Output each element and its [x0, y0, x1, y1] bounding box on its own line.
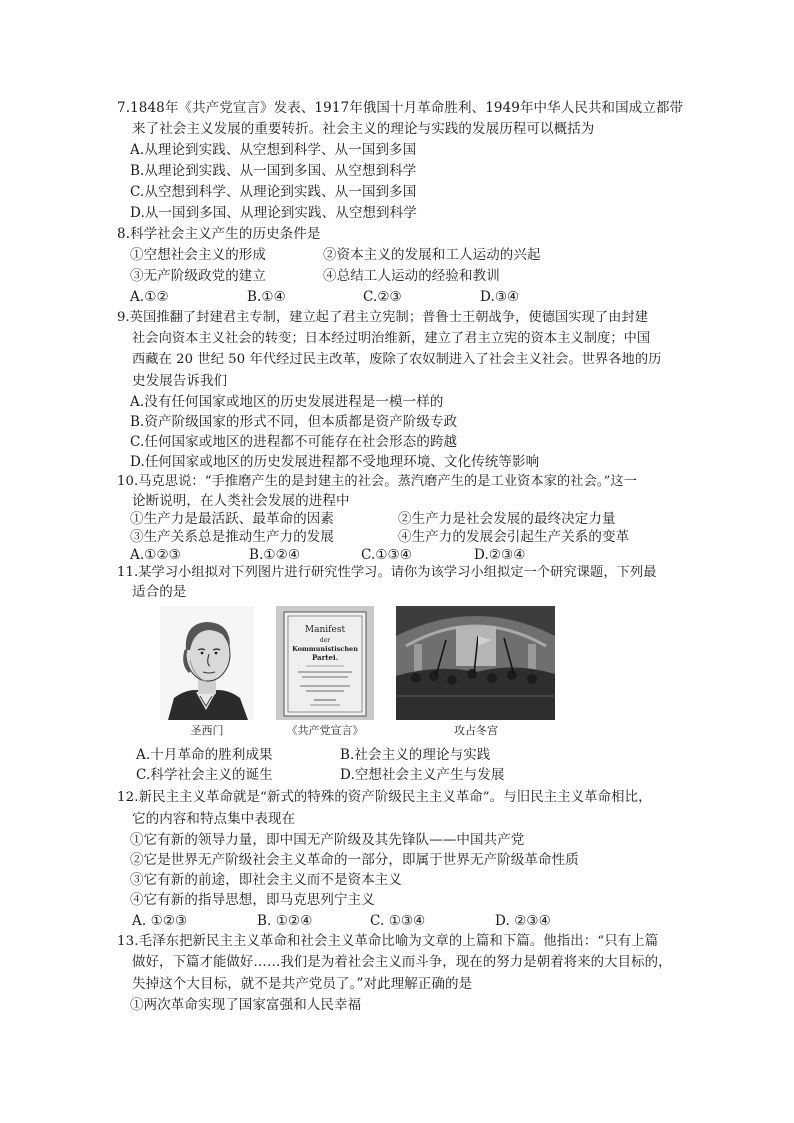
q8-option-c[interactable]: C.②③: [363, 289, 402, 305]
q12-stem-line-1: 12.新民主主义革命就是“新式的特殊的资产阶级民主主义革命”。与旧民主主义革命相比，: [117, 790, 652, 805]
manifesto-cover-image: [276, 606, 374, 720]
winter-palace-storming-image: [396, 606, 555, 720]
q10-option-a[interactable]: A.①②③: [130, 547, 181, 563]
q12-option-b[interactable]: B. ①②④: [257, 913, 313, 929]
q8-stem: 8.科学社会主义产生的历史条件是: [117, 226, 321, 242]
q7-option-a[interactable]: A.从理论到实践、从空想到科学、从一国到多国: [130, 142, 417, 158]
q9-option-a[interactable]: A.没有任何国家或地区的历史发展进程是一模一样的: [130, 394, 444, 410]
q10-option-d[interactable]: D.②③④: [474, 547, 526, 563]
q12-stem-line-2: 它的内容和特点集中表现在: [132, 811, 296, 827]
q8-option-b[interactable]: B.①④: [247, 289, 286, 305]
q13-stem-line-2: 做好，下篇才能做好……我们是为着社会主义而斗争，现在的努力是朝着将来的大目标的，: [132, 955, 672, 970]
q12-item-2: ②它是世界无产阶级社会主义革命的一部分，即属于世界无产阶级革命性质: [130, 852, 579, 868]
portrait-icon: [160, 606, 254, 720]
q8-item-3: ③无产阶级政党的建立: [130, 268, 266, 284]
q10-item-2: ②生产力是社会发展的最终决定力量: [398, 511, 616, 527]
caption-manifesto: 《共产党宣言》: [286, 724, 364, 737]
q11-option-c[interactable]: C.科学社会主义的诞生: [136, 767, 273, 783]
q11-option-b[interactable]: B.社会主义的理论与实践: [340, 747, 491, 763]
q7-option-c[interactable]: C.从空想到科学、从理论到实践、从一国到多国: [130, 184, 417, 200]
q9-stem-line-4: 史发展告诉我们: [132, 373, 228, 389]
q13-stem-line-3: 失掉这个大目标，就不是共产党员了。”对此理解正确的是: [132, 976, 473, 992]
book-title-line-3: Kommunistischen: [292, 645, 358, 653]
q10-option-c[interactable]: C.①③④: [361, 547, 412, 563]
q11-option-a[interactable]: A.十月革命的胜利成果: [136, 747, 273, 763]
q12-option-d[interactable]: D. ②③④: [495, 913, 551, 929]
q9-option-c[interactable]: C.任何国家或地区的进程都不可能存在社会形态的跨越: [130, 434, 458, 450]
q7-stem-line-1: 7.1848年《共产党宣言》发表、1917年俄国十月革命胜利、1949年中华人民共和国成立都带: [117, 100, 684, 116]
saint-simon-portrait-image: [160, 606, 254, 720]
q8-option-d[interactable]: D.③④: [480, 289, 520, 305]
q7-option-b[interactable]: B.从理论到实践、从一国到多国、从空想到科学: [130, 163, 417, 179]
q10-item-1: ①生产力是最活跃、最革命的因素: [130, 511, 334, 527]
q9-stem-line-2: 社会向资本主义社会的转变；日本经过明治维新，建立了君主立宪的资本主义制度；中国: [132, 331, 651, 346]
q13-stem-line-1: 13.毛泽东把新民主主义革命和社会主义革命比喻为文章的上篇和下篇。他指出：“只有上篇: [117, 934, 659, 949]
book-title-line-2: der: [319, 637, 331, 644]
caption-saint-simon: 圣西门: [190, 724, 224, 737]
q10-stem-line-2: 论断说明，在人类社会发展的进程中: [132, 493, 350, 509]
q12-option-c[interactable]: C. ①③④: [370, 913, 426, 929]
q9-stem-line-1: 9.英国推翻了封建君主专制，建立起了君主立宪制；普鲁士王朝战争，使德国实现了由封建: [117, 310, 648, 325]
q10-item-3: ③生产关系总是推动生产力的发展: [130, 529, 334, 545]
q12-item-4: ④它有新的指导思想，即马克思列宁主义: [130, 892, 375, 908]
caption-winter-palace: 攻占冬宫: [454, 724, 498, 737]
q11-stem-line-2: 适合的是: [132, 584, 187, 600]
crowd-scene-icon: [396, 606, 555, 720]
q7-option-d[interactable]: D.从一国到多国、从理论到实践、从空想到科学: [130, 205, 417, 221]
q12-option-a[interactable]: A. ①②③: [132, 913, 188, 929]
q7-stem-line-2: 来了社会主义发展的重要转折。社会主义的理论与实践的发展历程可以概括为: [132, 121, 595, 137]
q12-item-1: ①它有新的领导力量，即中国无产阶级及其先锋队——中国共产党: [130, 832, 525, 848]
q10-option-b[interactable]: B.①②④: [249, 547, 301, 563]
q13-item-1: ①两次革命实现了国家富强和人民幸福: [130, 997, 362, 1013]
book-title-line-1: Manifest: [304, 625, 346, 635]
q10-stem-line-1: 10.马克思说：“手推磨产生的是封建主的社会。蒸汽磨产生的是工业资本家的社会。”这一: [117, 474, 637, 489]
book-cover-icon: [276, 606, 374, 720]
q9-stem-line-3: 西藏在 20 世纪 50 年代经过民主改革，废除了农奴制进入了社会主义社会。世界各地的历: [132, 352, 662, 367]
q8-item-2: ②资本主义的发展和工人运动的兴起: [323, 247, 541, 263]
q8-item-4: ④总结工人运动的经验和教训: [323, 268, 500, 284]
q10-item-4: ④生产力的发展会引起生产关系的变革: [398, 529, 630, 545]
q9-option-b[interactable]: B.资产阶级国家的形式不同，但本质都是资产阶级专政: [130, 414, 458, 430]
q9-option-d[interactable]: D.任何国家或地区的历史发展进程都不受地理环境、文化传统等影响: [130, 454, 540, 470]
q11-option-d[interactable]: D.空想社会主义产生与发展: [340, 767, 505, 783]
q12-item-3: ③它有新的前途，即社会主义而不是资本主义: [130, 872, 402, 888]
q8-item-1: ①空想社会主义的形成: [130, 247, 266, 263]
book-title-line-4: Partei.: [311, 653, 339, 662]
q8-option-a[interactable]: A.①②: [130, 289, 169, 305]
q11-stem-line-1: 11.某学习小组拟对下列图片进行研究性学习。请你为该学习小组拟定一个研究课题，下列最: [117, 565, 657, 580]
